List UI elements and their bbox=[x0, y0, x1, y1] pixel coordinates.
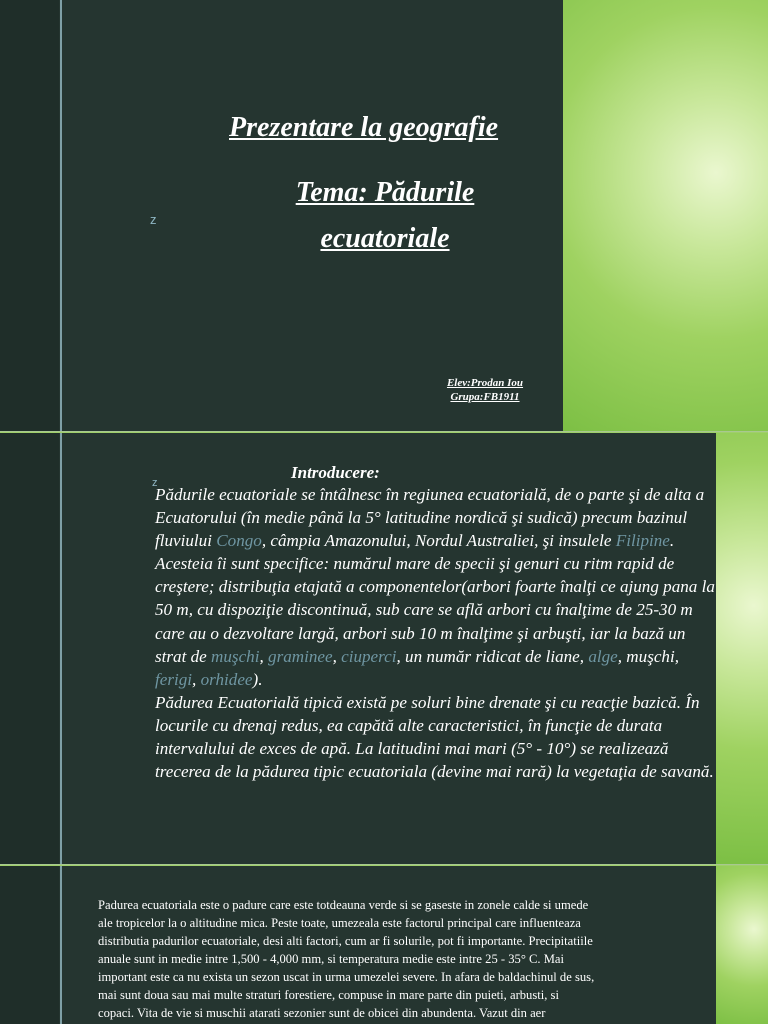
green-background bbox=[712, 866, 768, 1024]
link-graminee[interactable]: graminee bbox=[268, 646, 333, 666]
intro-slide bbox=[0, 433, 768, 865]
author-info bbox=[420, 376, 550, 404]
text-run: , bbox=[259, 646, 269, 666]
left-strip bbox=[0, 0, 59, 432]
text-run: Acesteia îi sunt specifice: numărul mare de specii şi genuri cu ritm rapid de creştere; distribuţia etajată a componentelor(arbori foarte înalţi ce ajung pana la 50 m, cu dispoziţie discontinuă, sub care se află arbori cu înalţime de 25-30 m care au o dezvoltare largă, arbori sub 10 m înalţime şi arbuşti, iar la bază un strat de bbox=[155, 554, 715, 666]
link-alge[interactable]: alge bbox=[588, 646, 618, 666]
content-slide bbox=[0, 866, 768, 1024]
text-run: . bbox=[669, 531, 675, 551]
slide-marker: z bbox=[152, 477, 158, 489]
text-run: , un număr ridicat de liane, bbox=[396, 646, 589, 666]
intro-body bbox=[155, 483, 715, 783]
topic-title: Tema: Pădurile ecuatoriale bbox=[295, 177, 475, 254]
paragraph-1 bbox=[155, 483, 715, 552]
paragraph-2 bbox=[155, 552, 715, 691]
link-filipine[interactable]: Filipine bbox=[615, 531, 670, 551]
slide-divider bbox=[0, 864, 768, 865]
presentation-title: Prezentare la geografie bbox=[229, 112, 499, 143]
link-congo[interactable]: Congo bbox=[216, 531, 262, 551]
text-run: , muşchi, bbox=[617, 646, 679, 666]
link-ferigi[interactable]: ferigi bbox=[155, 669, 193, 689]
group-name: Grupa:FB1911 bbox=[450, 391, 520, 403]
text-run: , bbox=[332, 646, 342, 666]
vertical-divider bbox=[60, 433, 62, 865]
left-strip bbox=[0, 433, 59, 865]
student-name: Elev:Prodan Iou bbox=[446, 377, 524, 389]
left-strip bbox=[0, 866, 59, 1024]
paragraph-3: Pădurea Ecuatorială tipică există pe soluri bine drenate şi cu reacţie bazică. În locurile cu drenaj redus, ea capătă alte caracteristici, în funcţie de durata intervalului de exces de apă. La latitudini mai mari (5° - 10°) se realizează trecerea de la pădurea tipic ecuatoriala (devine mai rară) la vegetaţia de savană. bbox=[155, 692, 714, 782]
text-run: Pădurile ecuatoriale se întâlnesc în regiunea ecuatorială, de o parte şi de alta a Ecuatorului (în medie până la 5° latitudine nordică şi sudică) precum bazinul fluviului bbox=[155, 485, 705, 551]
text-run: ). bbox=[252, 669, 263, 689]
link-orhidee[interactable]: orhidee bbox=[200, 669, 253, 689]
green-background bbox=[712, 433, 768, 865]
vertical-divider bbox=[60, 0, 62, 432]
vertical-divider bbox=[60, 866, 62, 1024]
slide-marker: z bbox=[150, 212, 157, 227]
link-ciuperci[interactable]: ciuperci bbox=[341, 646, 397, 666]
text-run: , bbox=[192, 669, 201, 689]
text-run: , câmpia Amazonului, Nordul Australiei, şi insulele bbox=[261, 531, 616, 551]
slide-divider bbox=[0, 431, 768, 432]
green-background bbox=[560, 0, 768, 432]
intro-heading: Introducere: bbox=[291, 463, 380, 482]
link-muschi[interactable]: muşchi bbox=[211, 646, 260, 666]
title-slide bbox=[0, 0, 768, 432]
slide3-body: Padurea ecuatoriala este o padure care este totdeauna verde si se gaseste in zonele calde si umede ale tropicelor la o altitudine mica. Peste toate, umezeala este factorul principal care influenteaza distributia padurilor ecuatoriale, desi alti factori, cum ar fi solurile, pot fi importante. Precipitatiile anuale sunt in medie intre 1,500 - 4,000 mm, si temperatura medie este intre 25 - 35° C. Mai important este ca nu exista un sezon uscat in urma umezelei severe. In afara de baldachinul de sus, mai sunt doua sau mai multe straturi forestiere, compuse in mare parte din puieti, arbusti, si copaci. Vita de vie si muschii atarati sezonier sunt de obicei din abundenta. Vazut din aer bbox=[98, 898, 595, 1020]
